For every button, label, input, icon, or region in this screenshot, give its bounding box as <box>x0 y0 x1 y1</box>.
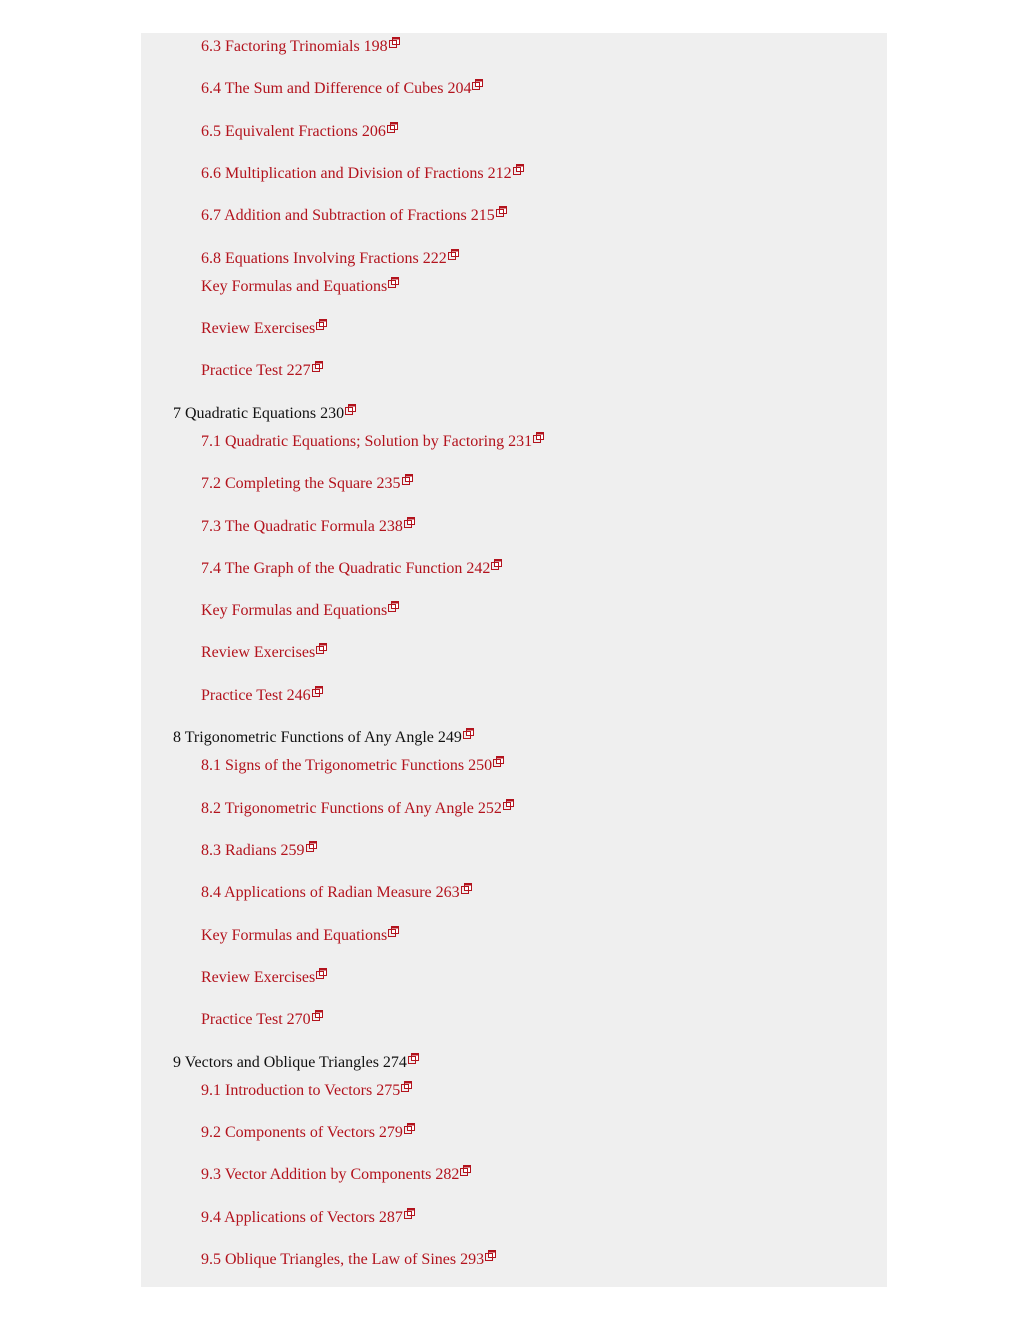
toc-entry-label: 6.6 Multiplication and Division of Fractions 212 <box>201 165 512 182</box>
toc-entry[interactable] <box>201 643 327 663</box>
toc-entry-label: 8.2 Trigonometric Functions of Any Angle 252 <box>201 800 502 817</box>
toc-entry[interactable] <box>201 164 524 184</box>
toc-entry[interactable] <box>201 1250 496 1270</box>
external-link-icon <box>306 841 317 852</box>
external-link-icon <box>533 432 544 443</box>
external-link-icon <box>503 799 514 810</box>
toc-entry-label: 6.4 The Sum and Difference of Cubes 204 <box>201 80 472 97</box>
toc-entry-label: Review Exercises <box>201 320 316 337</box>
toc-entry[interactable] <box>201 277 399 297</box>
external-link-icon <box>472 79 483 90</box>
external-link-icon <box>316 319 327 330</box>
toc-entry-label: 7.4 The Graph of the Quadratic Function 242 <box>201 560 491 577</box>
toc-entry[interactable] <box>201 249 459 269</box>
external-link-icon <box>493 756 504 767</box>
toc-entry[interactable] <box>201 841 317 861</box>
external-link-icon <box>496 206 507 217</box>
toc-chapter[interactable] <box>173 1053 419 1073</box>
external-link-icon <box>316 643 327 654</box>
external-link-icon <box>389 37 400 48</box>
external-link-icon <box>485 1250 496 1261</box>
external-link-icon <box>402 474 413 485</box>
toc-entry-label: 9.5 Oblique Triangles, the Law of Sines 293 <box>201 1251 485 1268</box>
toc-chapter-label: 8 Trigonometric Functions of Any Angle 249 <box>173 729 462 746</box>
toc-entry[interactable] <box>201 601 399 621</box>
toc-entry[interactable] <box>201 319 327 339</box>
toc-chapter-label: 7 Quadratic Equations 230 <box>173 405 345 422</box>
external-link-icon <box>408 1053 419 1064</box>
toc-entry[interactable] <box>201 968 327 988</box>
external-link-icon <box>345 404 356 415</box>
toc-entry[interactable] <box>201 432 544 452</box>
external-link-icon <box>491 559 502 570</box>
toc-entry-label: 9.2 Components of Vectors 279 <box>201 1124 403 1141</box>
toc-entry-label: 7.1 Quadratic Equations; Solution by Factoring 231 <box>201 433 533 450</box>
toc-entry-label: 8.4 Applications of Radian Measure 263 <box>201 884 460 901</box>
toc-entry-label: Review Exercises <box>201 969 316 986</box>
toc-entry[interactable] <box>201 1123 415 1143</box>
toc-entry-label: Review Exercises <box>201 644 316 661</box>
toc-entry-label: 6.3 Factoring Trinomials 198 <box>201 38 388 55</box>
toc-entry-label: 8.3 Radians 259 <box>201 842 305 859</box>
external-link-icon <box>401 1081 412 1092</box>
toc-entry[interactable] <box>201 79 483 99</box>
toc-entry-label: 6.5 Equivalent Fractions 206 <box>201 123 386 140</box>
toc-entry[interactable] <box>201 559 502 579</box>
toc-entry-label: 9.1 Introduction to Vectors 275 <box>201 1082 401 1099</box>
toc-entry-label: 6.8 Equations Involving Fractions 222 <box>201 250 447 267</box>
external-link-icon <box>404 517 415 528</box>
external-link-icon <box>312 1010 323 1021</box>
external-link-icon <box>404 1123 415 1134</box>
toc-entry[interactable] <box>201 1081 412 1101</box>
toc-entry-label: Practice Test 227 <box>201 362 311 379</box>
toc-chapter-label: 9 Vectors and Oblique Triangles 274 <box>173 1054 407 1071</box>
toc-entry[interactable] <box>201 799 514 819</box>
toc-entry[interactable] <box>201 517 415 537</box>
toc-entry-label: Key Formulas and Equations <box>201 602 388 619</box>
toc-entry-label: 7.3 The Quadratic Formula 238 <box>201 518 403 535</box>
toc-entry-label: 6.7 Addition and Subtraction of Fractions 215 <box>201 207 495 224</box>
toc-entry-label: Key Formulas and Equations <box>201 278 388 295</box>
toc-entry[interactable] <box>201 361 323 381</box>
toc-chapter[interactable] <box>173 728 474 748</box>
external-link-icon <box>388 926 399 937</box>
external-link-icon <box>461 883 472 894</box>
external-link-icon <box>448 249 459 260</box>
toc-entry-label: 9.4 Applications of Vectors 287 <box>201 1209 403 1226</box>
external-link-icon <box>312 361 323 372</box>
external-link-icon <box>388 277 399 288</box>
toc-entry-label: 7.2 Completing the Square 235 <box>201 475 401 492</box>
external-link-icon <box>388 601 399 612</box>
toc-entry[interactable] <box>201 1010 323 1030</box>
toc-entry[interactable] <box>201 756 504 776</box>
external-link-icon <box>463 728 474 739</box>
toc-entry-label: 8.1 Signs of the Trigonometric Functions 250 <box>201 757 493 774</box>
external-link-icon <box>312 686 323 697</box>
external-link-icon <box>460 1165 471 1176</box>
toc-chapter[interactable] <box>173 404 356 424</box>
toc-entry[interactable] <box>201 926 399 946</box>
external-link-icon <box>513 164 524 175</box>
toc-entry-label: Key Formulas and Equations <box>201 927 388 944</box>
toc-entry[interactable] <box>201 1208 415 1228</box>
toc-entry-label: Practice Test 246 <box>201 687 311 704</box>
toc-entry-label: Practice Test 270 <box>201 1011 311 1028</box>
external-link-icon <box>404 1208 415 1219</box>
toc-entry[interactable] <box>201 1165 471 1185</box>
toc-entry-label: 9.3 Vector Addition by Components 282 <box>201 1166 460 1183</box>
toc-entry[interactable] <box>201 37 400 57</box>
toc-entry[interactable] <box>201 883 472 903</box>
toc-entry[interactable] <box>201 122 398 142</box>
toc-entry[interactable] <box>201 206 507 226</box>
toc-entry[interactable] <box>201 686 323 706</box>
external-link-icon <box>316 968 327 979</box>
external-link-icon <box>387 122 398 133</box>
toc-entry[interactable] <box>201 474 413 494</box>
